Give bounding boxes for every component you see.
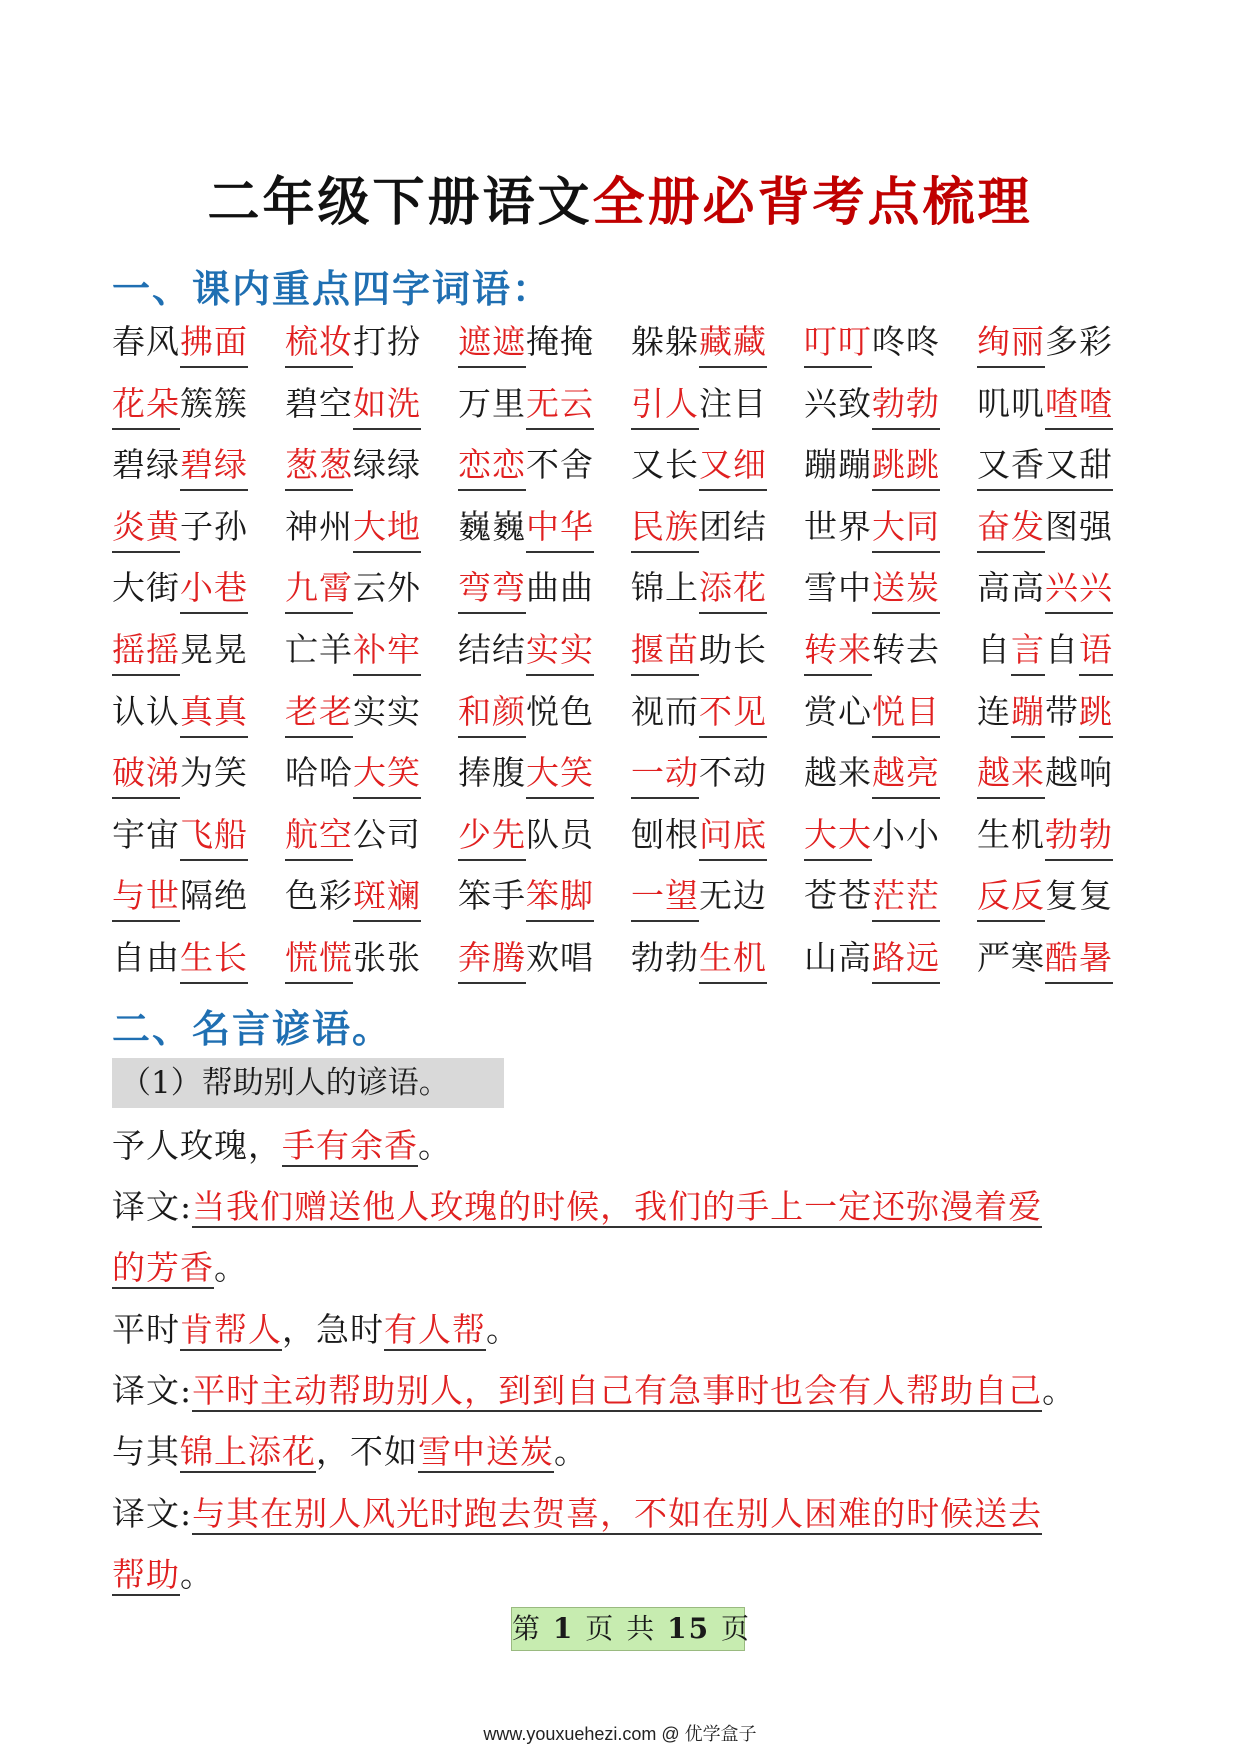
word-row xyxy=(112,688,1132,750)
word-row xyxy=(112,503,1132,565)
translation-1-label: 译文: xyxy=(112,1187,193,1226)
word-cell xyxy=(631,380,781,430)
proverb-1-answer: 手有余香 xyxy=(282,1126,418,1165)
word-cell xyxy=(458,380,608,430)
word-answer: 碧绿 xyxy=(180,441,248,491)
word-cell xyxy=(631,626,781,676)
word-answer: 葱葱 xyxy=(285,441,353,491)
translation-2-end: 。 xyxy=(1042,1371,1077,1410)
word-answer: 炎黄 xyxy=(112,503,180,553)
translation-2-text: 平时主动帮助别人，到到自己有急事时也会有人帮助自己 xyxy=(192,1371,1043,1410)
word-given: 无边 xyxy=(699,876,767,916)
word-given: 为笑 xyxy=(180,753,248,793)
word-cell xyxy=(631,564,781,614)
word-answer: 小巷 xyxy=(180,564,248,614)
word-answer: 兴兴 xyxy=(1045,564,1113,614)
word-given: 自 xyxy=(1045,629,1079,669)
word-grid xyxy=(112,318,1132,996)
word-cell xyxy=(631,441,781,491)
word-cell xyxy=(977,811,1127,861)
word-answer: 慌慌 xyxy=(285,934,353,984)
word-answer: 语 xyxy=(1079,626,1113,676)
word-answer: 添花 xyxy=(699,564,767,614)
word-answer: 生机 xyxy=(699,934,767,984)
word-given: 复复 xyxy=(1045,876,1113,916)
word-answer: 花朵 xyxy=(112,380,180,430)
word-given: 张张 xyxy=(353,937,421,977)
word-cell xyxy=(977,564,1127,614)
word-given: 越来 xyxy=(804,753,872,793)
word-given: 打扮 xyxy=(353,322,421,361)
word-cell xyxy=(458,503,608,553)
word-answer: 遮遮 xyxy=(458,318,526,368)
word-answer: 航空 xyxy=(285,811,353,861)
word-answer: 真真 xyxy=(180,688,248,738)
word-cell xyxy=(285,318,435,368)
word-given: 带 xyxy=(1045,691,1079,731)
word-given: 咚咚 xyxy=(872,322,940,361)
proverb-3-part-c: ，不如 xyxy=(316,1432,418,1471)
word-cell xyxy=(458,872,608,922)
word-cell xyxy=(977,872,1127,922)
word-answer: 悦目 xyxy=(872,688,940,738)
word-given: 生机 xyxy=(977,814,1045,854)
word-cell xyxy=(285,441,435,491)
word-given: 大街 xyxy=(112,568,180,608)
word-row xyxy=(112,811,1132,873)
word-answer: 老老 xyxy=(285,688,353,738)
word-answer: 喳喳 xyxy=(1045,380,1113,430)
proverb-1-part-a: 予人玫瑰， xyxy=(112,1126,282,1165)
translation-2-label: 译文: xyxy=(112,1371,193,1410)
word-cell xyxy=(285,380,435,430)
word-cell xyxy=(458,749,608,799)
word-cell xyxy=(112,811,262,861)
word-cell xyxy=(285,626,435,676)
word-cell xyxy=(804,626,954,676)
word-given: 赏心 xyxy=(804,691,872,731)
word-row xyxy=(112,872,1132,934)
word-answer: 恋恋 xyxy=(458,441,526,491)
word-cell xyxy=(458,441,608,491)
word-answer: 蹦 xyxy=(1011,688,1045,738)
word-cell xyxy=(112,626,262,676)
page-label-pre: 第 xyxy=(512,1612,553,1645)
word-answer: 叮叮 xyxy=(804,318,872,368)
word-answer: 摇摇 xyxy=(112,626,180,676)
translation-1-line-2 xyxy=(112,1244,248,1292)
word-given: 蹦蹦 xyxy=(804,445,872,485)
word-cell xyxy=(285,811,435,861)
page-label-mid: 页 共 xyxy=(574,1612,668,1645)
word-cell xyxy=(631,318,781,368)
word-cell xyxy=(804,564,954,614)
word-given: 簇簇 xyxy=(180,383,248,423)
proverb-2-answer-2: 有人帮 xyxy=(384,1310,486,1349)
word-given: 亡羊 xyxy=(285,629,353,669)
translation-3-text-2: 帮助 xyxy=(112,1555,180,1594)
word-given: 雪中 xyxy=(804,568,872,608)
word-answer: 问底 xyxy=(699,811,767,861)
word-given: 小小 xyxy=(872,814,940,854)
word-given: 碧绿 xyxy=(112,445,180,485)
word-answer: 实实 xyxy=(526,626,594,676)
proverb-1 xyxy=(112,1122,452,1170)
word-given: 严寒 xyxy=(977,937,1045,977)
proverb-2-part-c: ，急时 xyxy=(282,1310,384,1349)
word-answer: 九霄 xyxy=(285,564,353,614)
word-answer: 转来 xyxy=(804,626,872,676)
word-cell xyxy=(112,564,262,614)
word-given: 兴致 xyxy=(804,383,872,423)
word-given: 曲曲 xyxy=(526,568,594,608)
word-given: 晃晃 xyxy=(180,629,248,669)
word-answer: 酷暑 xyxy=(1045,934,1113,984)
proverb-2-part-a: 平时 xyxy=(112,1310,180,1349)
word-given: 云外 xyxy=(353,568,421,608)
word-given: 捧腹 xyxy=(458,753,526,793)
word-answer: 无云 xyxy=(526,380,594,430)
word-given: 子孙 xyxy=(180,506,248,546)
word-cell xyxy=(977,749,1127,799)
word-cell xyxy=(977,503,1127,553)
word-cell xyxy=(804,503,954,553)
word-row xyxy=(112,749,1132,811)
word-cell xyxy=(112,318,262,368)
word-answer: 大地 xyxy=(353,503,421,553)
word-given: 绿绿 xyxy=(353,445,421,485)
proverb-2-answer-1: 肯帮人 xyxy=(180,1310,282,1349)
word-cell xyxy=(112,872,262,922)
word-answer: 大笑 xyxy=(526,749,594,799)
word-answer: 揠苗 xyxy=(631,626,699,676)
subsection-heading: （1）帮助别人的谚语。 xyxy=(112,1058,504,1108)
word-answer: 生长 xyxy=(180,934,248,984)
word-answer: 藏藏 xyxy=(699,318,767,368)
word-cell xyxy=(804,749,954,799)
word-cell xyxy=(631,811,781,861)
word-answer: 少先 xyxy=(458,811,526,861)
word-answer: 笨脚 xyxy=(526,872,594,922)
word-answer: 破涕 xyxy=(112,749,180,799)
word-given: 色彩 xyxy=(285,876,353,916)
title-part-2: 全册必背考点梳理 xyxy=(592,173,1033,233)
word-cell xyxy=(458,626,608,676)
word-given: 勃勃 xyxy=(631,937,699,977)
word-given: 团结 xyxy=(699,506,767,546)
word-cell xyxy=(458,564,608,614)
word-given: 视而 xyxy=(631,691,699,731)
word-given: 刨根 xyxy=(631,814,699,854)
word-answer: 如洗 xyxy=(353,380,421,430)
word-given: 助长 xyxy=(699,629,767,669)
word-cell xyxy=(285,688,435,738)
word-answer: 又细 xyxy=(699,441,767,491)
word-row xyxy=(112,441,1132,503)
word-given: 不舍 xyxy=(526,445,594,485)
page-title xyxy=(0,160,1240,235)
word-cell xyxy=(804,441,954,491)
word-cell xyxy=(112,503,262,553)
translation-3-line-1 xyxy=(112,1490,1042,1538)
word-cell xyxy=(631,503,781,553)
total-page-number: 15 xyxy=(667,1612,711,1645)
section-2-heading: 二、名言谚语。 xyxy=(112,1007,393,1051)
proverb-3-answer-2: 雪中送炭 xyxy=(418,1432,554,1471)
word-answer: 拂面 xyxy=(180,318,248,368)
word-cell xyxy=(977,380,1127,430)
word-answer: 越来 xyxy=(977,749,1045,799)
word-given: 哈哈 xyxy=(285,753,353,793)
word-cell xyxy=(458,688,608,738)
current-page-number: 1 xyxy=(552,1612,575,1645)
word-cell xyxy=(804,811,954,861)
word-cell xyxy=(112,934,262,984)
word-given: 高高 xyxy=(977,568,1045,608)
proverb-3 xyxy=(112,1428,588,1476)
word-cell xyxy=(112,441,262,491)
word-answer: 奋发 xyxy=(977,503,1045,553)
title-part-1: 二年级下册语文 xyxy=(207,173,593,233)
word-given: 又香又甜 xyxy=(977,441,1113,491)
word-answer: 飞船 xyxy=(180,811,248,861)
word-given: 笨手 xyxy=(458,876,526,916)
word-cell xyxy=(285,564,435,614)
word-answer: 补牢 xyxy=(353,626,421,676)
word-given: 自 xyxy=(977,629,1011,669)
word-cell xyxy=(631,749,781,799)
word-cell xyxy=(285,749,435,799)
word-answer: 民族 xyxy=(631,503,699,553)
proverb-3-end: 。 xyxy=(554,1432,588,1471)
word-answer: 言 xyxy=(1011,626,1045,676)
word-given: 巍巍 xyxy=(458,506,526,546)
word-given: 掩掩 xyxy=(526,322,594,361)
translation-2 xyxy=(112,1367,1076,1415)
word-given: 又长 xyxy=(631,445,699,485)
word-given: 春风 xyxy=(112,322,180,361)
word-answer: 勃勃 xyxy=(1045,811,1113,861)
translation-3-text-1: 与其在别人风光时跑去贺喜，不如在别人困难的时候送去 xyxy=(192,1494,1043,1533)
word-cell xyxy=(285,934,435,984)
word-answer: 引人 xyxy=(631,380,699,430)
word-given: 不动 xyxy=(699,753,767,793)
word-cell xyxy=(977,934,1127,984)
word-cell xyxy=(112,380,262,430)
translation-3-end: 。 xyxy=(180,1555,214,1594)
word-answer: 斑斓 xyxy=(353,872,421,922)
word-answer: 一动 xyxy=(631,749,699,799)
word-answer: 中华 xyxy=(526,503,594,553)
word-given: 注目 xyxy=(699,383,767,423)
word-cell xyxy=(977,441,1127,491)
word-given: 神州 xyxy=(285,506,353,546)
word-given: 碧空 xyxy=(285,383,353,423)
word-given: 多彩 xyxy=(1045,322,1113,361)
word-answer: 反反 xyxy=(977,872,1045,922)
word-given: 自由 xyxy=(112,937,180,977)
word-cell xyxy=(112,749,262,799)
translation-1-text-1: 当我们赠送他人玫瑰的时候，我们的手上一定还弥漫着爱 xyxy=(192,1187,1043,1226)
word-answer: 绚丽 xyxy=(977,318,1045,368)
word-answer: 跳跳 xyxy=(872,441,940,491)
proverb-3-part-a: 与其 xyxy=(112,1432,180,1471)
word-answer: 和颜 xyxy=(458,688,526,738)
proverb-2-end: 。 xyxy=(486,1310,520,1349)
word-given: 队员 xyxy=(526,814,594,854)
word-cell xyxy=(977,626,1127,676)
word-given: 公司 xyxy=(353,814,421,854)
word-cell xyxy=(285,503,435,553)
word-cell xyxy=(804,318,954,368)
word-given: 悦色 xyxy=(526,691,594,731)
word-cell xyxy=(631,872,781,922)
word-cell xyxy=(804,872,954,922)
site-watermark: www.youxuehezi.com @ 优学盒子 xyxy=(483,1724,757,1744)
proverb-3-answer-1: 锦上添花 xyxy=(180,1432,316,1471)
word-given: 苍苍 xyxy=(804,876,872,916)
proverb-1-end: 。 xyxy=(418,1126,452,1165)
word-answer: 送炭 xyxy=(872,564,940,614)
word-given: 越响 xyxy=(1045,753,1113,793)
word-answer: 勃勃 xyxy=(872,380,940,430)
word-given: 躲躲 xyxy=(631,322,699,361)
word-cell xyxy=(804,380,954,430)
word-given: 连 xyxy=(977,691,1011,731)
word-given: 图强 xyxy=(1045,506,1113,546)
word-given: 宇宙 xyxy=(112,814,180,854)
word-row xyxy=(112,380,1132,442)
word-answer: 不见 xyxy=(699,688,767,738)
translation-1-text-2: 的芳香 xyxy=(112,1248,214,1287)
word-answer: 一望 xyxy=(631,872,699,922)
word-given: 实实 xyxy=(353,691,421,731)
word-given: 隔绝 xyxy=(180,876,248,916)
word-cell xyxy=(458,811,608,861)
word-answer: 奔腾 xyxy=(458,934,526,984)
word-given: 世界 xyxy=(804,506,872,546)
word-given: 转去 xyxy=(872,629,940,669)
word-cell xyxy=(804,934,954,984)
word-cell xyxy=(285,872,435,922)
word-answer: 与世 xyxy=(112,872,180,922)
word-answer: 梳妆 xyxy=(285,318,353,368)
translation-3-line-2 xyxy=(112,1551,214,1599)
word-answer: 越亮 xyxy=(872,749,940,799)
word-cell xyxy=(631,688,781,738)
word-answer: 弯弯 xyxy=(458,564,526,614)
word-given: 认认 xyxy=(112,691,180,731)
word-row xyxy=(112,934,1132,996)
word-cell xyxy=(458,318,608,368)
word-given: 叽叽 xyxy=(977,383,1045,423)
word-given: 锦上 xyxy=(631,568,699,608)
word-cell xyxy=(977,318,1127,368)
word-given: 山高 xyxy=(804,937,872,977)
word-given: 万里 xyxy=(458,383,526,423)
section-1-heading: 一、课内重点四字词语： xyxy=(112,267,553,311)
word-cell xyxy=(804,688,954,738)
word-cell xyxy=(631,934,781,984)
word-answer: 大大 xyxy=(804,811,872,861)
word-answer: 大笑 xyxy=(353,749,421,799)
word-cell xyxy=(458,934,608,984)
word-row xyxy=(112,318,1132,380)
word-answer: 大同 xyxy=(872,503,940,553)
word-row xyxy=(112,626,1132,688)
page-number-badge xyxy=(511,1607,751,1651)
word-answer: 路远 xyxy=(872,934,940,984)
page-label-post: 页 xyxy=(710,1612,751,1645)
proverb-2 xyxy=(112,1306,520,1354)
translation-3-label: 译文: xyxy=(112,1494,193,1533)
word-cell xyxy=(977,688,1127,738)
translation-1-line-1 xyxy=(112,1183,1042,1231)
word-answer: 茫茫 xyxy=(872,872,940,922)
word-given: 结结 xyxy=(458,629,526,669)
word-given: 欢唱 xyxy=(526,937,594,977)
word-row xyxy=(112,564,1132,626)
word-cell xyxy=(112,688,262,738)
translation-1-end: 。 xyxy=(214,1248,248,1287)
word-answer: 跳 xyxy=(1079,688,1113,738)
